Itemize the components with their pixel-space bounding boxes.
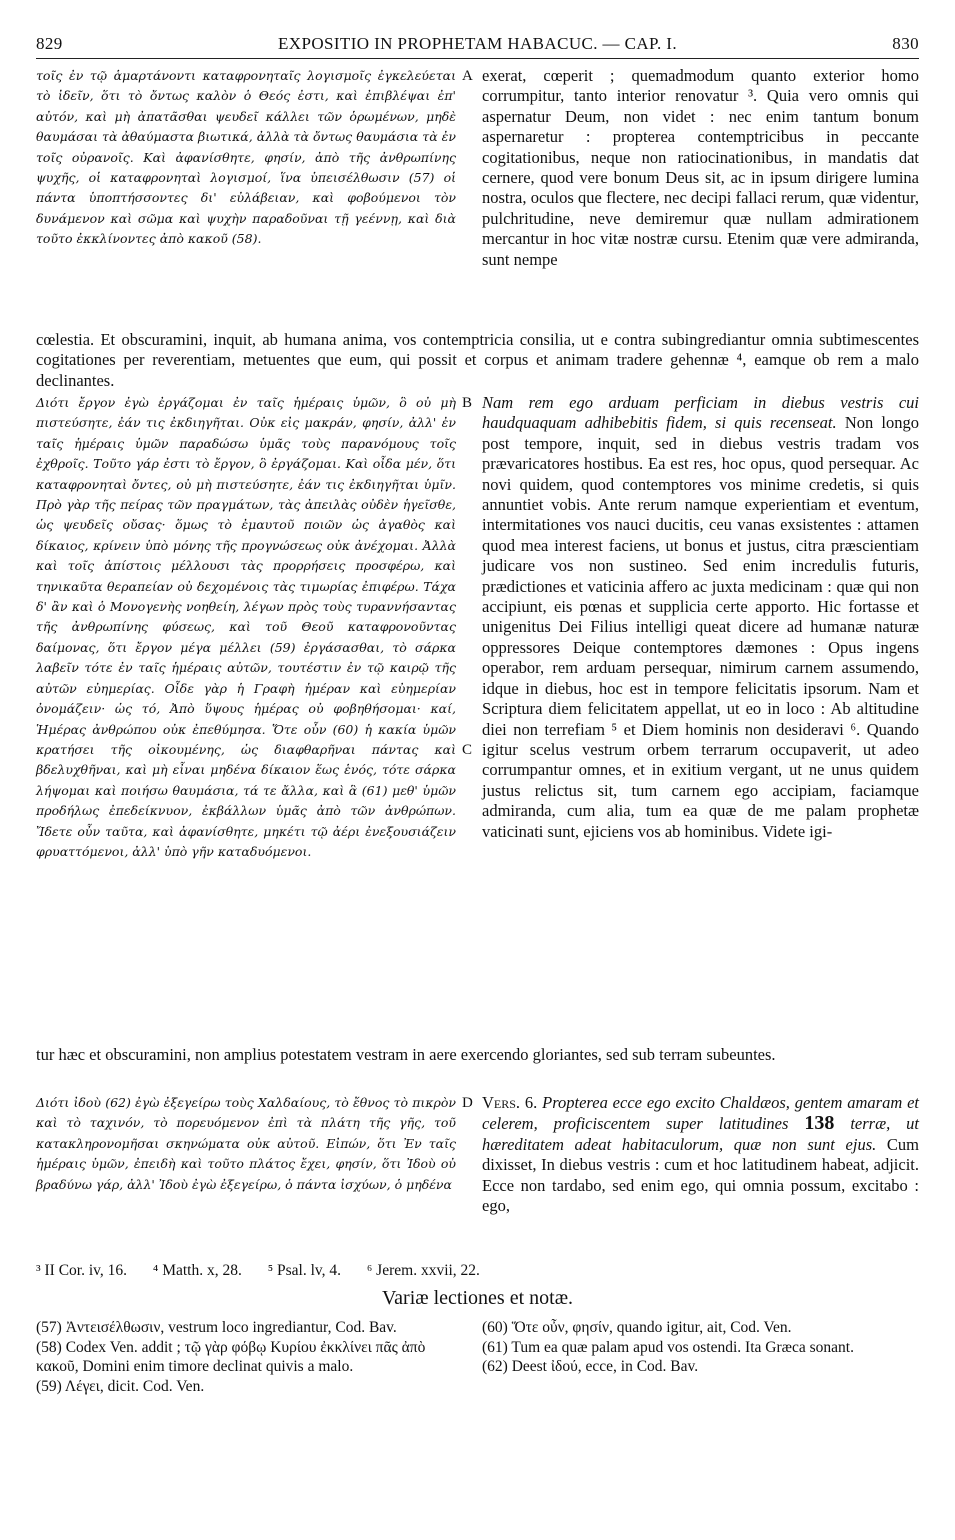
note-item: (58) Codex Ven. addit ; τῷ γὰρ φόβῳ Κυρίου ἐκκλίνει πᾶς ἀπὸ κακοῦ, Domini enim timore declinat quivis a malo. — [36, 1338, 426, 1375]
notes-right — [482, 1318, 919, 1377]
note-item: (62) Deest ἰδού, ecce, in Cod. Bav. — [482, 1358, 699, 1375]
header-rule — [36, 58, 919, 59]
verse-label: Vers. 6. — [482, 1093, 538, 1112]
margin-letter-a: A — [462, 68, 473, 84]
note-item: (59) Λέγει, dicit. Cod. Ven. — [36, 1377, 205, 1395]
page-number-left: 829 — [36, 34, 63, 53]
footnote: ³ II Cor. iv, 16. — [36, 1262, 128, 1279]
footnote: ⁵ Psal. lv, 4. — [267, 1262, 342, 1279]
latin-lemma-3a: Propterea ecce ego excito Chaldæos, gentem amaram et celerem, proficiscentem super latitudines — [482, 1093, 919, 1134]
margin-letter-d: D — [462, 1095, 473, 1111]
latin-text-1: exerat, cœperit ; quemadmodum quanto exterior homo corrumpitur, tanto interior renovatur ³. Quia vero omnis qui aspernatur Deum, non videt : nec enim tantum bonum aspernaretur : propterea contemptricibus in peccante cogitationibus, neque non ratiocinationibus, in mandatis dat cernere, quod vere bonum Deus sit, ac in ipsum dirigere lumina nostra, oculos que flectere, nec decipi fallaci rerum, quæ videntur, pulchritudine, neve demiremur quæ nullam admirationem mercantur in hoc vitæ nostræ cursu. Etenim quæ vere admiranda, sunt nempe — [482, 66, 919, 269]
footnotes — [36, 1262, 919, 1280]
note-item: (57) Ἀντεισέλθωσιν, vestrum loco ingrediantur, Cod. Bav. — [36, 1319, 397, 1336]
latin-text-3 — [482, 1093, 919, 1216]
variae-title: Variæ lectiones et notæ. — [381, 1287, 574, 1309]
running-header — [36, 34, 919, 58]
margin-letter-b: B — [462, 395, 473, 411]
notes-left — [36, 1318, 461, 1396]
latin-body-2: Non longo post tempore, inquit, sed in diebus vestris tradam vos prævaricatores hostibus. Ea est res, hoc opus, quod persequar. Ac novi quidem, quod contemptores vos minime credetis, si quis annuntiet vobis. Ante rerum namque experientiam et eventum, intermitationes vos nauci ducitis, ceu vanas exsistentes : attamen quod mea interest faciens, ut bonus et justus, citra præscientiam judicare vos non sustineo. Sed enim incredulis futuris, prædictiones et vaticinia affero ac juxta medicinam : quæ qui non accipiunt, eis pœnas et supplicia certe apporto. Hic fortasse et unigenitus Dei Filius intelligi queat dicere ad humanæ naturæ oppressores Deique contemptores dæmones : Opus ingens operabor, rem arduam persequar, nimirum carnem assumendo, idque in diebus, hoc est in tempore felicitatis ipsorum. Nam et Scriptura diem felicitatem appellat, ut eo in loco : Ab altitudine diei non terrefiam ⁵ et Diem hominis non desideravi ⁶. Quando igitur scelus vestrum orbem terrarum occupaverit, ut adeo corrumpantur omnes, et in exitium vergant, ut ne unus quidem justus relictus sit, tum carnem ego accipiam, faciamque admiranda, cum alia, tum ea quæ de me palam prophetæ vaticinati sunt, ejiciens vos ab hominibus. Videte igi- — [482, 413, 920, 841]
footnote: ⁶ Jerem. xxvii, 22. — [366, 1262, 480, 1279]
latin-text-2 — [482, 393, 919, 842]
margin-letter-c: C — [462, 742, 473, 758]
latin-lemma-2: Nam rem ego arduam perficiam in diebus vestris cui haudquaquam adhibebitis fidem, si quis recenseat. — [482, 393, 919, 433]
note-item: (61) Tum ea quæ palam apud vos ostendi. Ita Græca sonant. — [482, 1338, 854, 1356]
latin-lemma-3b: terræ, ut hæreditatem adeat habitaculorum, quæ non sunt ejus. — [482, 1114, 920, 1154]
running-title: EXPOSITIO IN PROPHETAM HABACUC. — CAP. I. — [278, 34, 677, 53]
column-number: 138 — [804, 1112, 835, 1135]
fullwidth-text-1: cœlestia. Et obscuramini, inquit, ab humana anima, vos contemptricia consilia, ut e contra subingrediantur omnia subtimescentes cogitationes per reverentiam, metuentes que eum, qui possit et corpus et animam tradere gehennæ ⁴, eamque ob rem a malo declinantes. — [36, 330, 919, 390]
page-number-right: 830 — [892, 34, 919, 53]
latin-body-3: Cum dixisset, In diebus vestris : cum et hoc latitudinem habeat, adjicit. Ecce non tardabo, sed enim ego, qui omnia possum, excitabo : ego, — [482, 1134, 920, 1216]
greek-text-1: τοῖς ἐν τῷ ἁμαρτάνοντι καταφρονηταῖς λογισμοῖς ἐγκελεύεται τὸ ἰδεῖν, ὅτι τὸ ὄντως καλὸν ὁ Θεός ἐστι, καὶ ἐπιβλέψαι ἐπ' αὐτόν, καὶ μὴ ἀπατᾶσθαι ψευδεῖ κάλλει τῶν ὁρωμένων, μηδὲ θαυμάσαι τὰ ἀθαύμαστα βιωτικά, ἀλλὰ τὰ ὄντως θαυμάσια τὰ ἐν τοῖς οὐρανοῖς. Καὶ ἀφανίσθητε, φησίν, ἀπὸ τῆς ἀνθρωπίνης ψυχῆς, οἱ καταφρονηταὶ λογισμοί, ἵνα ὑπεισέλθωσιν (57) οἱ πάντα ὑποπτήσσοντες δι' εὐλάβειαν, καὶ φοβούμενοι τὸν δυνάμενον καὶ σῶμα καὶ ψυχὴν παραδοῦναι τῇ γεέννῃ, καὶ διὰ τοῦτο ἐκκλίνοντες ἀπὸ κακοῦ (58). — [36, 68, 456, 247]
greek-text-3: Διότι ἰδοὺ (62) ἐγὼ ἐξεγείρω τοὺς Χαλδαίους, τὸ ἔθνος τὸ πικρὸν καὶ τὸ ταχινόν, τὸ πορευόμενον ἐπὶ τὰ πλάτη τῆς γῆς, τοῦ κατακληρονομῆσαι σκηνώματα οὐκ αὐτοῦ. Εἰπών, ὅτι Ἐν ταῖς ἡμέραις ὑμῶν, ἐπειδὴ καὶ τοῦτο πλάτος ἔχει, φησίν, ὅτι Ἰδοὺ οὐ βραδύνω γάρ, ἀλλ' Ἰδοὺ ἐγὼ ἐξεγείρω, ὁ πάντα ἰσχύων, ὁ μηδένα — [36, 1095, 456, 1192]
greek-text-2: Διότι ἔργον ἐγὼ ἐργάζομαι ἐν ταῖς ἡμέραις ὑμῶν, ὃ οὐ μὴ πιστεύσητε, ἐάν τις ἐκδιηγῆται. Οὐκ εἰς μακράν, φησίν, ἀλλ' ἐν ταῖς ἡμέραις ὑμῶν παραδώσω ὑμᾶς τοὺς παρανόμους τοῖς ἐχθροῖς. Τοῦτο γάρ ἐστι τὸ ἔργον, ὃ ἐργάζομαι. Καὶ οἶδα μέν, ὅτι καταφρονηταὶ ὄντες, οὐ μὴ πιστεύσητε, ἐάν τις ἐκδιηγῆται ὑμῖν. Πρὸ γὰρ τῆς πείρας τῶν πραγμάτων, τὰς ἀπειλὰς οὐδὲν ἡγεῖσθε, ὡς ψευδεῖς οὔσας· ὅμως τὸ ἐμαυτοῦ ποιῶν ὡς ἀγαθὸς καὶ δίκαιος, κρίνειν ὑπὸ μόνης τῆς προγνώσεως οὐκ ἀνέχομαι. Ἀλλὰ καὶ τοῖς ἀπίστοις μέλλουσι τὰς προρρήσεις προσφέρω, καὶ τηνικαῦτα θεραπείαν οὐ δεχομένοις τὰς τιμωρίας ἐπιφέρω. Τάχα δ' ἂν καὶ ὁ Μονογενὴς νοηθείη, λέγων πρὸς τοὺς τυραννήσαντας τῆς ἀνθρωπίνης φύσεως, καὶ τοῦ Θεοῦ καταφρονοῦντας δαίμονας, ὅτι ἔργον μέγα μέλλει (59) ἐργάσασθαι, τὸ σάρκα λαβεῖν τότε ἐν ταῖς ἡμέραις αὐτῶν, τουτέστιν ἐν τῷ καιρῷ τῆς αὐτῶν εὐημερίας. Οἶδε γὰρ ἡ Γραφὴ ἡμέραν καὶ εὐημερίαν ὀνομάζειν· ὡς τό, Ἀπὸ ὕψους ἡμέρας οὐ φοβηθήσομαι· καί, Ἡμέρας ἀνθρώπου οὐκ ἐπεθύμησα. Ὅτε οὖν (60) ἡ κακία ὑμῶν κρατήσει τῆς οἰκουμένης, ὡς διαφθαρῆναι πάντας καὶ βδελυχθῆναι, καὶ μὴ εἶναι μηδένα δίκαιον ἕως ἑνός, τότε σάρκα λήψομαι καὶ ποιήσω θαυμάσια, τά τε ἄλλα, καὶ ἃ (61) μεθ' ὑμῶν προδήλως ἐπεδείκνυον, ἐκβάλλων ὑμᾶς ἀπὸ τῶν ἀνθρώπων. Ἴδετε οὖν ταῦτα, καὶ ἀφανίσθητε, μηκέτι τῷ ἀέρι ἐνεξουσιάζειν φρυαττόμενοι, ἀλλ' ὑπὸ γῆν καταδυόμενοι. — [36, 395, 456, 859]
footnote: ⁴ Matth. x, 28. — [152, 1262, 242, 1279]
fullwidth-text-2: tur hæc et obscuramini, non amplius potestatem vestram in aere exercendo gloriantes, sed sub terram subeuntes. — [36, 1045, 776, 1064]
note-item: (60) Ὅτε οὖν, φησίν, quando igitur, ait, Cod. Ven. — [482, 1319, 792, 1336]
